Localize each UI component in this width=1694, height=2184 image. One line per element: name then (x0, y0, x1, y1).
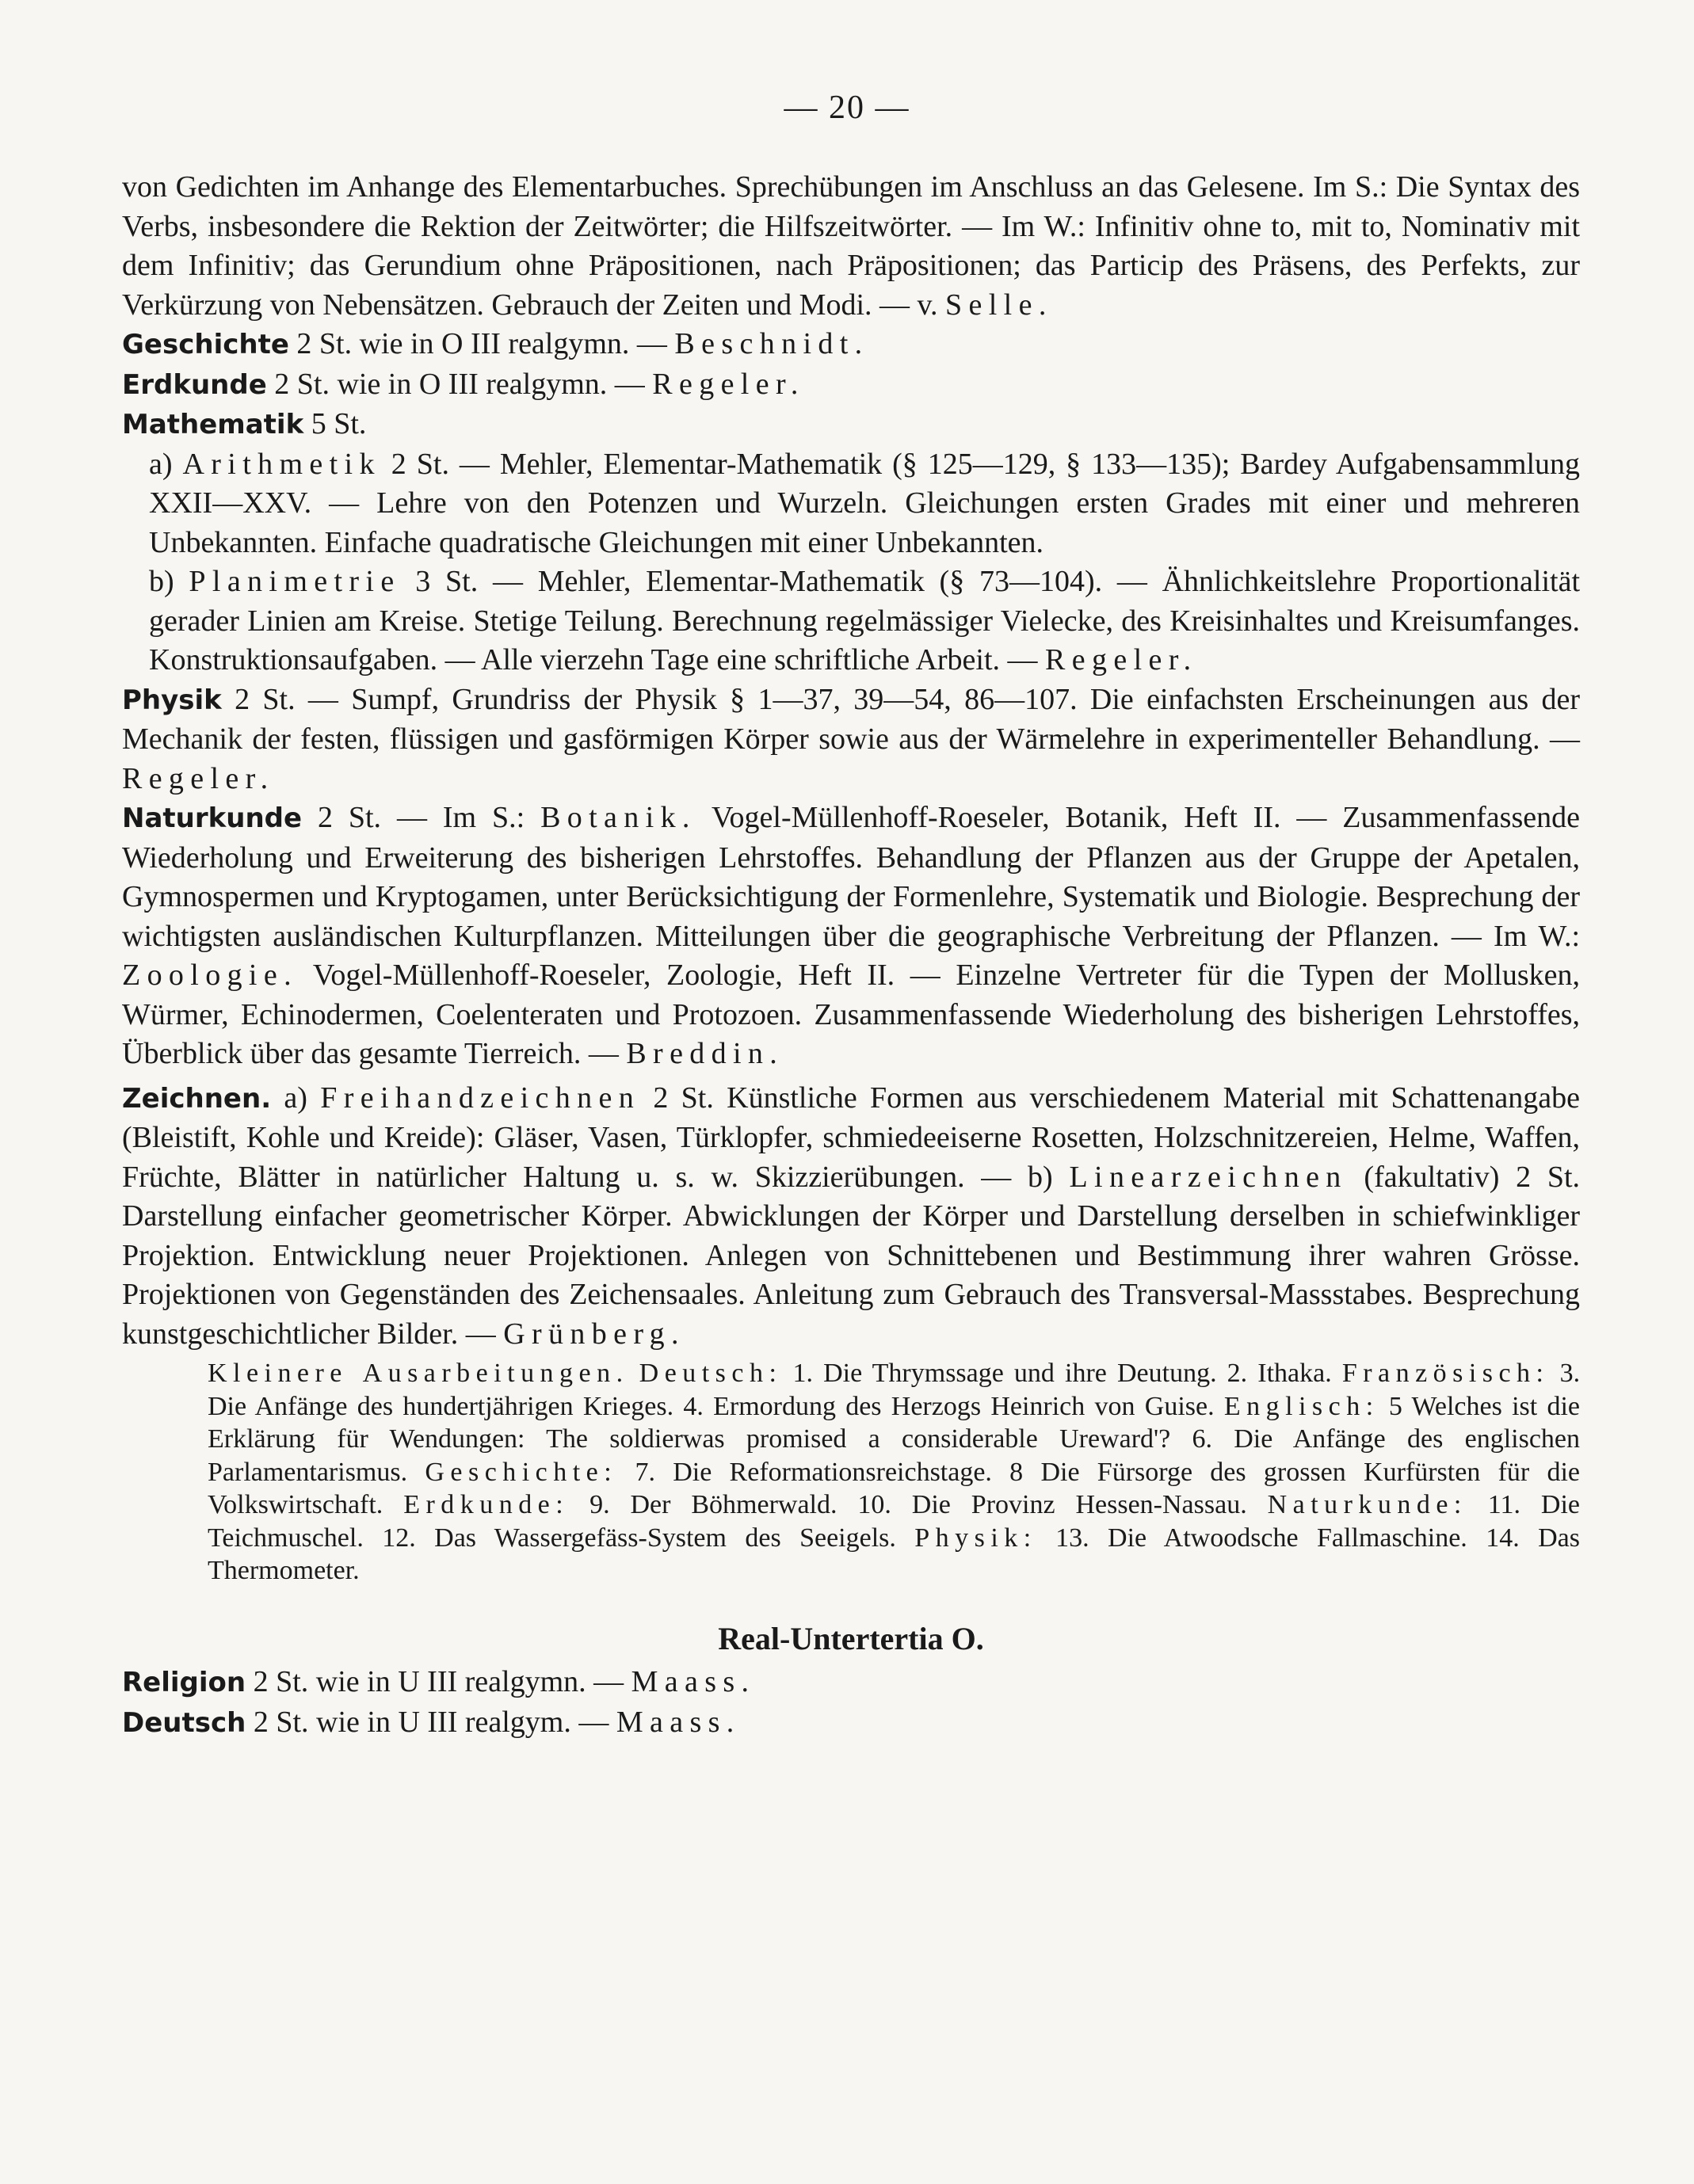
subject-heading: Deutsch (122, 1706, 246, 1739)
subject-heading: Erdkunde (122, 368, 267, 401)
mathematik-planimetrie: b) Planimetrie 3 St. — Mehler, Elementar-Mathematik (§ 73—104). — Ähnlichkeitslehre Proportionalität gerader Linien am Kreise. Stetige Teilung. Berechnung regelmässiger Vielecke, des Kreisinhaltes und Kreisumfanges. Konstruktionsaufgaben. — Alle vierzehn Tage eine schriftliche Arbeit. — Regeler. (149, 565, 1581, 677)
section-naturkunde: Naturkunde 2 St. — Im S.: Botanik. Vogel-Müllenhoff-Roeseler, Botanik, Heft II. — Zusammenfassende Wiederholung und Erweiterung des bisherigen Lehrstoffes. Behandlung der Pflanzen aus der Gruppe der Apetalen, Gymnospermen und Kryptogamen, unter Berücksichtigung der Formenlehre, Systematik und Biologie. Besprechung der wichtigsten ausländischen Kulturpflanzen. Mitteilungen über die geographische Verbreitung der Pflanzen. — Im W.: Zoologie. Vogel-Müllenhoff-Roeseler, Zoologie, Heft II. — Einzelne Vertreter für die Typen der Mollusken, Würmer, Echinodermen, Coelenteraten und Protozoen. Zusammenfassende Wiederholung des bisherigen Lehrstoffes, Überblick über das gesamte Tierreich. — Breddin. (122, 801, 1580, 1070)
teacher-name: Regeler. (652, 367, 805, 401)
section-zeichnen: Zeichnen. a) Freihandzeichnen 2 St. Künstliche Formen aus verschiedenem Material mit Schattenangabe (Bleistift, Kohle und Kreide): Gläser, Vasen, Türklopfer, schmiedeeiserne Rosetten, Holzschnitzereien, Helme, Waffen, Früchte, Blätter in natürlicher Haltung u. s. w. Skizzierübungen. — b) Linearzeichnen (fakultativ) 2 St. Darstellung einfacher geometrischer Körper. Abwicklungen der Körper und Darstellung derselben in schiefwinkliger Projektion. Entwicklung neuer Projektionen. Anlegen von Schnittebenen und Bestimmung ihrer wahren Grösse. Projektionen von Gegenständen des Zeichensaales. Anleitung zum Gebrauch des Transversal-Massstabes. Besprechung kunstgeschichtlicher Bilder. — Grünberg. (122, 1081, 1581, 1351)
teacher-name: Selle. (945, 288, 1053, 322)
section-erdkunde: Erdkunde 2 St. wie in O III realgymn. — Regeler. (122, 367, 805, 401)
section-deutsch: Deutsch 2 St. wie in U III realgym. — Maass. (122, 1705, 741, 1739)
teacher-name: Maass. (631, 1665, 756, 1698)
subject-heading: Religion (122, 1667, 246, 1698)
paragraph-english-continued: von Gedichten im Anhange des Elementarbuches. Sprechübungen im Anschluss an das Gelesene. Im S.: Die Syntax des Verbs, insbesondere die Rektion der Zeitwörter; die Hilfszeitwörter. — Im W.: Infinitiv ohne to, mit to, Nominativ mit dem Infinitiv; das Gerundium ohne Präpositionen, nach Präpositionen; das Particip des Präsens, des Perfekts, zur Verkürzung von Nebensätzen. Gebrauch der Zeiten und Modi. — v. Selle. (122, 170, 1580, 322)
subject-heading: Zeichnen. (122, 1082, 272, 1115)
section-religion: Religion 2 St. wie in U III realgymn. — Maass. (122, 1665, 756, 1698)
page-number: — 20 — (784, 90, 910, 126)
teacher-name: Grünberg. (503, 1317, 685, 1351)
mathematik-arithmetik: a) Arithmetik 2 St. — Mehler, Elementar-Mathematik (§ 125—129, § 133—135); Bardey Aufgabensammlung XXII—XXV. — Lehre von den Potenzen und Wurzeln. Gleichungen ersten Grades mit einer und mehreren Unbekannten. Einfache quadratische Gleichungen mit einer Unbekannten. (149, 447, 1580, 559)
teacher-name: Regeler. (1045, 643, 1198, 677)
subject-heading: Physik (122, 684, 222, 716)
teacher-name: Breddin. (626, 1037, 784, 1070)
subject-heading: Mathematik (122, 409, 304, 440)
teacher-name: Maass. (616, 1705, 741, 1739)
kleinere-title: Kleinere Ausarbeitungen. (208, 1359, 629, 1388)
section-title: Real-Untertertia O. (718, 1620, 984, 1656)
page-body (122, 168, 1580, 1743)
subject-heading: Geschichte (122, 329, 289, 360)
teacher-name: Regeler. (122, 761, 275, 795)
kleinere-ausarbeitungen: Kleinere Ausarbeitungen. Deutsch: 1. Die Thrymssage und ihre Deutung. 2. Ithaka. Französisch: 3. Die Anfänge des hundertjährigen Krieges. 4. Ermordung des Herzogs Heinrich von Guise. Englisch: 5 Welches ist die Erklärung für Wendungen: The soldierwas promised a considerable Ureward'? 6. Die Anfänge des englischen Parlamentarismus. Geschichte: 7. Die Reformationsreichstage. 8 Die Fürsorge des grossen Kurfürsten für die Volkswirtschaft. Erdkunde: 9. Der Böhmerwald. 10. Die Provinz Hessen-Nassau. Naturkunde: 11. Die Teichmuschel. 12. Das Wassergefäss-System des Seeigels. Physik: 13. Die Atwoodsche Fallmaschine. 14. Das Thermometer. (208, 1359, 1581, 1585)
section-physik: Physik 2 St. — Sumpf, Grundriss der Physik § 1—37, 39—54, 86—107. Die einfachsten Erscheinungen aus der Mechanik der festen, flüssigen und gasförmigen Körper sowie aus der Wärmelehre in experimenteller Behandlung. — Regeler. (122, 682, 1581, 795)
section-geschichte: Geschichte 2 St. wie in O III realgymn. — Beschnidt. (122, 327, 869, 360)
section-mathematik: Mathematik 5 St. (122, 407, 367, 440)
teacher-name: Beschnidt. (674, 327, 869, 360)
subject-heading: Naturkunde (122, 802, 303, 834)
